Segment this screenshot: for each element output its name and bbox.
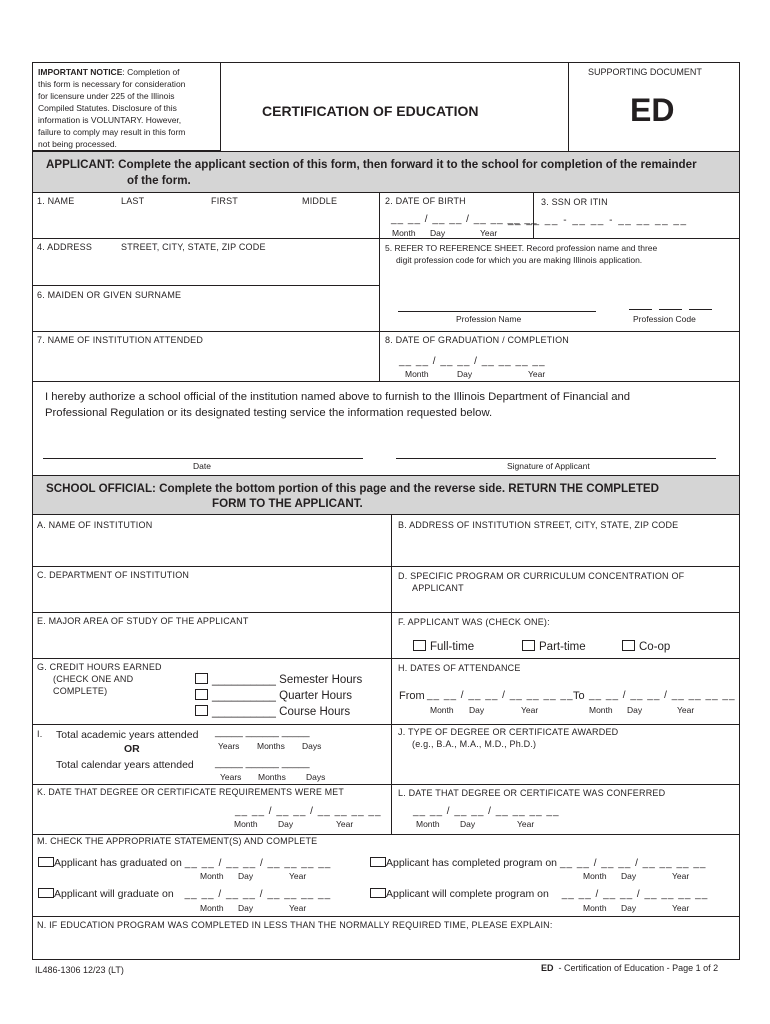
notice-title: IMPORTANT NOTICE bbox=[38, 67, 123, 77]
maiden-label: 6. MAIDEN OR GIVEN SURNAME bbox=[37, 290, 182, 300]
name-input[interactable] bbox=[34, 208, 378, 238]
completed-date-input[interactable]: __ __ / __ __ / __ __ __ __ bbox=[559, 858, 707, 869]
program-label-2: APPLICANT bbox=[412, 583, 464, 593]
dob-day: Day bbox=[430, 228, 446, 238]
m4-month: Month bbox=[583, 903, 607, 913]
will-graduate-checkbox[interactable] bbox=[38, 888, 54, 898]
semester-hours-blank[interactable]: __________ bbox=[212, 674, 276, 686]
will-complete-label: Applicant will complete program on bbox=[386, 888, 549, 900]
requirements-met-input[interactable]: __ __ / __ __ / __ __ __ __ bbox=[235, 806, 382, 817]
department-input[interactable] bbox=[34, 582, 390, 614]
m3-day: Day bbox=[238, 903, 254, 913]
semester-hours-checkbox[interactable] bbox=[195, 673, 208, 684]
calendar-years-input[interactable]: _____ ______ _____ bbox=[215, 758, 310, 769]
will-graduate-option[interactable] bbox=[38, 888, 331, 900]
reference-label-2: digit profession code for which you are making Illinois application. bbox=[396, 255, 643, 265]
quarter-hours-label: Quarter Hours bbox=[279, 690, 353, 702]
name-label: 1. NAME bbox=[37, 196, 75, 206]
m4-year: Year bbox=[672, 903, 690, 913]
part-time-option[interactable] bbox=[522, 640, 586, 653]
important-notice bbox=[38, 66, 220, 150]
authorization-line-1: I hereby authorize a school official of the institution named above to furnish to the Illinois Department of Financial and bbox=[45, 391, 631, 403]
k-month: Month bbox=[234, 819, 258, 829]
footer-page-info bbox=[541, 963, 718, 973]
m4-day: Day bbox=[621, 903, 637, 913]
school-official-banner bbox=[33, 475, 739, 515]
completed-checkbox[interactable] bbox=[370, 857, 386, 867]
graduated-label: Applicant has graduated on bbox=[54, 857, 182, 869]
academic-years-label: Total academic years attended bbox=[56, 729, 199, 741]
will-graduate-label: Applicant will graduate on bbox=[54, 888, 174, 900]
row-divider bbox=[33, 784, 739, 785]
co-op-label: Co-op bbox=[639, 641, 671, 653]
l-year: Year bbox=[517, 819, 535, 829]
signature-label: Signature of Applicant bbox=[507, 461, 590, 471]
authorization-line-2: Professional Regulation or its designated testing service the information requested below. bbox=[45, 407, 493, 419]
to-month: Month bbox=[589, 705, 613, 715]
applicant-divider bbox=[379, 193, 381, 381]
address-label: 4. ADDRESS bbox=[37, 242, 93, 252]
footer-code: ED bbox=[541, 963, 554, 973]
quarter-hours-option[interactable] bbox=[195, 689, 352, 702]
footer-page-text: - Certification of Education - Page 1 of 2 bbox=[558, 963, 719, 973]
graduated-checkbox[interactable] bbox=[38, 857, 54, 867]
calendar-days-unit: Days bbox=[306, 772, 326, 782]
institution-attended-input[interactable] bbox=[34, 347, 378, 379]
semester-hours-label: Semester Hours bbox=[279, 674, 363, 686]
degree-type-input[interactable] bbox=[393, 752, 737, 782]
dob-year: Year bbox=[480, 228, 498, 238]
graduation-date-label: 8. DATE OF GRADUATION / COMPLETION bbox=[385, 335, 569, 345]
semester-hours-option[interactable] bbox=[195, 673, 362, 686]
k-year: Year bbox=[336, 819, 354, 829]
program-label-1: D. SPECIFIC PROGRAM OR CURRICULUM CONCENTRATION OF bbox=[398, 571, 685, 581]
full-time-label: Full-time bbox=[430, 641, 475, 653]
ssn-input[interactable]: __ __ __ - __ __ - __ __ __ __ bbox=[508, 215, 688, 226]
academic-months-unit: Months bbox=[257, 741, 285, 751]
m1-year: Year bbox=[289, 871, 307, 881]
supporting-box bbox=[568, 62, 570, 151]
calendar-years-unit: Years bbox=[220, 772, 242, 782]
notice-line: not being processed. bbox=[38, 139, 117, 149]
graduated-date-input[interactable]: __ __ / __ __ / __ __ __ __ bbox=[184, 858, 332, 869]
m3-year: Year bbox=[289, 903, 307, 913]
course-hours-option[interactable] bbox=[195, 705, 350, 718]
l-day: Day bbox=[460, 819, 476, 829]
course-hours-blank[interactable]: __________ bbox=[212, 706, 276, 718]
l-month: Month bbox=[416, 819, 440, 829]
m3-month: Month bbox=[200, 903, 224, 913]
institution-name-input[interactable] bbox=[34, 532, 390, 564]
applicant-banner-line2: of the form. bbox=[127, 174, 191, 187]
academic-years-input[interactable]: _____ ______ _____ bbox=[215, 727, 310, 738]
full-time-option[interactable] bbox=[413, 640, 474, 653]
to-year: Year bbox=[677, 705, 695, 715]
completed-label: Applicant has completed program on bbox=[386, 857, 558, 869]
profession-code-label: Profession Code bbox=[633, 314, 696, 324]
will-complete-option[interactable] bbox=[370, 888, 708, 900]
date-label: Date bbox=[193, 461, 211, 471]
academic-days-unit: Days bbox=[302, 741, 322, 751]
or-label: OR bbox=[124, 743, 140, 755]
requirements-met-label: K. DATE THAT DEGREE OR CERTIFICATE REQUIREMENTS WERE MET bbox=[37, 787, 344, 797]
co-op-checkbox[interactable] bbox=[622, 640, 635, 651]
conferred-date-input[interactable]: __ __ / __ __ / __ __ __ __ bbox=[413, 806, 560, 817]
attendance-to-input[interactable]: __ __ / __ __ / __ __ __ __ bbox=[589, 690, 736, 701]
school-banner-line1: SCHOOL OFFICIAL: Complete the bottom portion of this page and the reverse side. RETURN THE COMPLETED bbox=[46, 482, 660, 495]
school-banner-line2: FORM TO THE APPLICANT. bbox=[212, 497, 363, 510]
k-day: Day bbox=[278, 819, 294, 829]
supporting-document-label: SUPPORTING DOCUMENT bbox=[588, 67, 702, 77]
row-divider bbox=[33, 658, 739, 659]
attendance-from-label: From bbox=[399, 690, 425, 702]
full-time-checkbox[interactable] bbox=[413, 640, 426, 651]
name-last-label: LAST bbox=[121, 196, 145, 206]
institution-address-label: B. ADDRESS OF INSTITUTION STREET, CITY, STATE, ZIP CODE bbox=[398, 520, 679, 530]
profession-code-input-3[interactable] bbox=[689, 309, 712, 310]
row-divider bbox=[33, 566, 739, 567]
row-divider bbox=[33, 331, 739, 332]
dob-month: Month bbox=[392, 228, 416, 238]
row-divider bbox=[33, 381, 739, 382]
ssn-label: 3. SSN OR ITIN bbox=[541, 197, 608, 207]
profession-code-input-2[interactable] bbox=[659, 309, 682, 310]
explain-label: N. IF EDUCATION PROGRAM WAS COMPLETED IN LESS THAN THE NORMALLY REQUIRED TIME, PLEASE EXPLAIN: bbox=[37, 920, 553, 930]
name-first-label: FIRST bbox=[211, 196, 238, 206]
to-day: Day bbox=[627, 705, 643, 715]
row-divider bbox=[33, 834, 739, 835]
institution-attended-label: 7. NAME OF INSTITUTION ATTENDED bbox=[37, 335, 204, 345]
completed-option[interactable] bbox=[370, 857, 706, 869]
notice-line: Compiled Statutes. Disclosure of this bbox=[38, 103, 177, 113]
row-divider bbox=[33, 238, 739, 239]
calendar-years-label: Total calendar years attended bbox=[56, 759, 194, 771]
profession-code-input-1[interactable] bbox=[629, 309, 652, 310]
row-divider bbox=[33, 285, 379, 286]
reference-label-1: 5. REFER TO REFERENCE SHEET. Record profession name and three bbox=[385, 243, 658, 253]
notice-line: for licensure under 225 of the Illinois bbox=[38, 91, 175, 101]
graduated-option[interactable] bbox=[38, 857, 331, 869]
m2-day: Day bbox=[621, 871, 637, 881]
notice-line: this form is necessary for consideration bbox=[38, 79, 186, 89]
statements-label: M. CHECK THE APPROPRIATE STATEMENT(S) AND COMPLETE bbox=[37, 836, 318, 846]
m1-month: Month bbox=[200, 871, 224, 881]
will-complete-date-input[interactable]: __ __ / __ __ / __ __ __ __ bbox=[561, 889, 709, 900]
degree-type-label-2: (e.g., B.A., M.A., M.D., Ph.D.) bbox=[412, 739, 537, 749]
conferred-date-label: L. DATE THAT DEGREE OR CERTIFICATE WAS CONFERRED bbox=[398, 788, 666, 798]
attendance-dates-label: H. DATES OF ATTENDANCE bbox=[398, 663, 521, 673]
from-year: Year bbox=[521, 705, 539, 715]
will-graduate-date-input[interactable]: __ __ / __ __ / __ __ __ __ bbox=[184, 889, 332, 900]
page-title: CERTIFICATION OF EDUCATION bbox=[262, 103, 479, 119]
quarter-hours-blank[interactable]: __________ bbox=[212, 690, 276, 702]
credit-hours-label-1: G. CREDIT HOURS EARNED bbox=[37, 662, 162, 672]
row-divider bbox=[33, 612, 739, 613]
will-complete-checkbox[interactable] bbox=[370, 888, 386, 898]
name-middle-label: MIDDLE bbox=[302, 196, 338, 206]
co-op-option[interactable] bbox=[622, 640, 670, 653]
row-divider bbox=[33, 916, 739, 917]
notice-line: failure to comply may result in this form bbox=[38, 127, 186, 137]
dob-label: 2. DATE OF BIRTH bbox=[385, 196, 466, 206]
from-day: Day bbox=[469, 705, 485, 715]
form-code: ED bbox=[630, 92, 675, 128]
notice-line: : Completion of bbox=[122, 67, 180, 77]
course-hours-label: Course Hours bbox=[279, 706, 351, 718]
major-area-input[interactable] bbox=[34, 628, 390, 656]
course-hours-checkbox[interactable] bbox=[195, 705, 208, 716]
maiden-input[interactable] bbox=[34, 302, 378, 330]
credit-hours-label-3: COMPLETE) bbox=[53, 686, 108, 696]
date-input[interactable] bbox=[43, 458, 363, 459]
from-month: Month bbox=[430, 705, 454, 715]
academic-years-unit: Years bbox=[218, 741, 240, 751]
dob-input[interactable]: __ __ / __ __ / __ __ __ __ bbox=[391, 214, 538, 225]
calendar-months-unit: Months bbox=[258, 772, 286, 782]
authorization-text bbox=[45, 389, 630, 421]
signature-input[interactable] bbox=[396, 458, 716, 459]
applicant-was-label: F. APPLICANT WAS (CHECK ONE): bbox=[398, 617, 550, 627]
grad-month: Month bbox=[405, 369, 429, 379]
part-time-checkbox[interactable] bbox=[522, 640, 535, 651]
grad-day: Day bbox=[457, 369, 473, 379]
address-input[interactable] bbox=[34, 254, 378, 284]
form-number: IL486-1306 12/23 (LT) bbox=[35, 965, 124, 975]
m2-year: Year bbox=[672, 871, 690, 881]
row-divider bbox=[33, 724, 739, 725]
profession-name-label: Profession Name bbox=[456, 314, 522, 324]
credit-hours-label-2: (CHECK ONE AND bbox=[53, 674, 134, 684]
quarter-hours-checkbox[interactable] bbox=[195, 689, 208, 700]
address-parts-label: STREET, CITY, STATE, ZIP CODE bbox=[121, 242, 266, 252]
notice-line: information is VOLUNTARY. However, bbox=[38, 115, 182, 125]
profession-name-input[interactable] bbox=[398, 311, 596, 312]
attendance-to-label: To bbox=[573, 690, 585, 702]
attendance-from-input[interactable]: __ __ / __ __ / __ __ __ __ bbox=[427, 690, 574, 701]
applicant-banner-line1: APPLICANT: Complete the applicant section of this form, then forward it to the school for completion of the remainder bbox=[46, 158, 697, 171]
institution-address-input[interactable] bbox=[393, 532, 737, 564]
graduation-date-input[interactable]: __ __ / __ __ / __ __ __ __ bbox=[399, 356, 546, 367]
department-label: C. DEPARTMENT OF INSTITUTION bbox=[37, 570, 190, 580]
institution-name-label: A. NAME OF INSTITUTION bbox=[37, 520, 153, 530]
degree-type-label-1: J. TYPE OF DEGREE OR CERTIFICATE AWARDED bbox=[398, 727, 619, 737]
explain-input[interactable] bbox=[34, 932, 738, 958]
grad-year: Year bbox=[528, 369, 546, 379]
m1-day: Day bbox=[238, 871, 254, 881]
years-attended-marker: I. bbox=[37, 729, 43, 739]
major-area-label: E. MAJOR AREA OF STUDY OF THE APPLICANT bbox=[37, 616, 249, 626]
part-time-label: Part-time bbox=[539, 641, 586, 653]
m2-month: Month bbox=[583, 871, 607, 881]
